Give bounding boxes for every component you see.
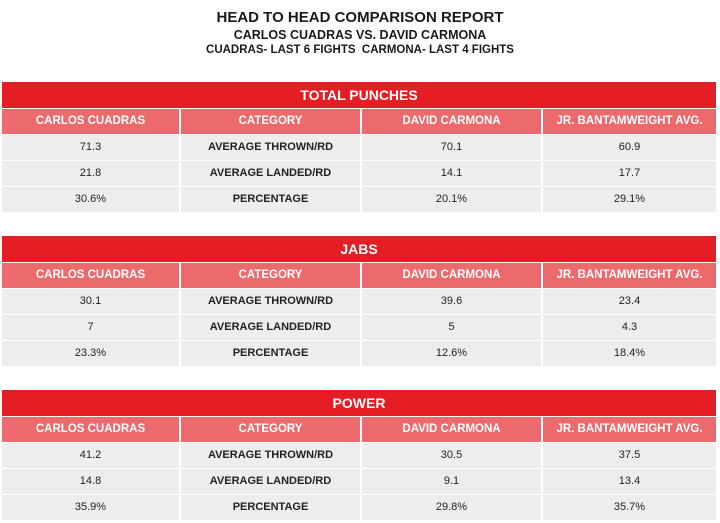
cuadras-value: 30.6%	[2, 187, 179, 212]
category-label: AVERAGE THROWN/RD	[181, 135, 360, 160]
column-header: CATEGORY	[181, 263, 360, 288]
column-header: DAVID CARMONA	[362, 263, 541, 288]
carmona-value: 30.5	[362, 443, 541, 468]
division-avg-value: 37.5	[543, 443, 716, 468]
column-header: CARLOS CUADRAS	[2, 109, 179, 134]
cuadras-value: 41.2	[2, 443, 179, 468]
table-row	[2, 341, 716, 366]
category-label: AVERAGE THROWN/RD	[181, 289, 360, 314]
column-header: CARLOS CUADRAS	[2, 263, 179, 288]
category-label: PERCENTAGE	[181, 187, 360, 212]
category-label: PERCENTAGE	[181, 341, 360, 366]
column-header: CARLOS CUADRAS	[2, 417, 179, 442]
table-row	[2, 135, 716, 160]
section-title: POWER	[2, 390, 716, 416]
division-avg-value: 35.7%	[543, 495, 716, 520]
column-header-row	[2, 263, 716, 288]
table-row	[2, 495, 716, 520]
table-row	[2, 289, 716, 314]
carmona-value: 12.6%	[362, 341, 541, 366]
cuadras-value: 35.9%	[2, 495, 179, 520]
cuadras-value: 21.8	[2, 161, 179, 186]
division-avg-value: 18.4%	[543, 341, 716, 366]
section-total-punches	[2, 82, 716, 212]
carmona-value: 9.1	[362, 469, 541, 494]
carmona-value: 70.1	[362, 135, 541, 160]
category-label: AVERAGE THROWN/RD	[181, 443, 360, 468]
report-header	[0, 0, 720, 58]
carmona-value: 14.1	[362, 161, 541, 186]
table-row	[2, 161, 716, 186]
cuadras-value: 23.3%	[2, 341, 179, 366]
division-avg-value: 23.4	[543, 289, 716, 314]
carmona-value: 20.1%	[362, 187, 541, 212]
column-header: CATEGORY	[181, 417, 360, 442]
table-row	[2, 187, 716, 212]
cuadras-value: 7	[2, 315, 179, 340]
cuadras-value: 30.1	[2, 289, 179, 314]
column-header: JR. BANTAMWEIGHT AVG.	[543, 109, 716, 134]
report-title: HEAD TO HEAD COMPARISON REPORT	[216, 9, 504, 26]
column-header-row	[2, 109, 716, 134]
section-title: TOTAL PUNCHES	[2, 82, 716, 108]
division-avg-value: 13.4	[543, 469, 716, 494]
column-header: DAVID CARMONA	[362, 109, 541, 134]
column-header: JR. BANTAMWEIGHT AVG.	[543, 417, 716, 442]
column-header: JR. BANTAMWEIGHT AVG.	[543, 263, 716, 288]
cuadras-value: 14.8	[2, 469, 179, 494]
category-label: PERCENTAGE	[181, 495, 360, 520]
division-avg-value: 17.7	[543, 161, 716, 186]
column-header: CATEGORY	[181, 109, 360, 134]
column-header-row	[2, 417, 716, 442]
column-header: DAVID CARMONA	[362, 417, 541, 442]
report-subtitle: CARLOS CUADRAS VS. DAVID CARMONA	[233, 28, 487, 42]
category-label: AVERAGE LANDED/RD	[181, 315, 360, 340]
division-avg-value: 29.1%	[543, 187, 716, 212]
cuadras-value: 71.3	[2, 135, 179, 160]
table-row	[2, 469, 716, 494]
category-label: AVERAGE LANDED/RD	[181, 161, 360, 186]
carmona-value: 39.6	[362, 289, 541, 314]
division-avg-value: 4.3	[543, 315, 716, 340]
carmona-value: 29.8%	[362, 495, 541, 520]
section-jabs	[2, 236, 716, 366]
division-avg-value: 60.9	[543, 135, 716, 160]
section-power	[2, 390, 716, 520]
carmona-value: 5	[362, 315, 541, 340]
table-row	[2, 443, 716, 468]
category-label: AVERAGE LANDED/RD	[181, 469, 360, 494]
report-fights-note: CUADRAS- LAST 6 FIGHTS CARMONA- LAST 4 FIGHTS	[206, 44, 514, 56]
table-row	[2, 315, 716, 340]
section-title: JABS	[2, 236, 716, 262]
